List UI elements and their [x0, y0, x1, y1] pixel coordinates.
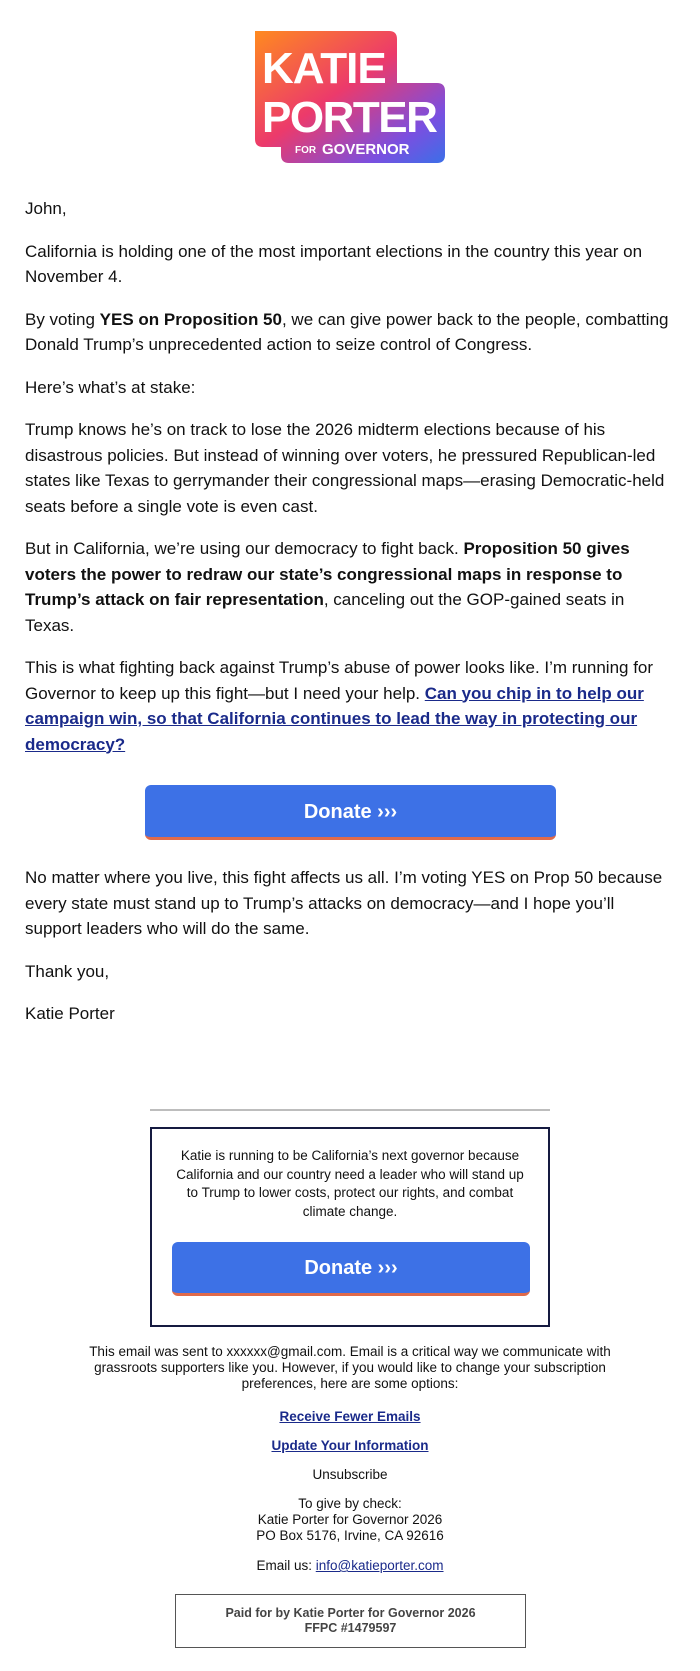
p5-pre: But in California, we’re using our democracy to fight back. [25, 539, 464, 558]
p5-bold: Proposition 50 gives voters the power to redraw our state’s congressional maps in response to Trump’s attack on fair representation [25, 539, 630, 609]
p6-pre: This is what fighting back against Trump’s abuse of power looks like. I’m running for Governor to keep up this fight—but I need your help. [25, 658, 654, 703]
greeting: John, [25, 199, 67, 218]
p2-bold: YES on Proposition 50 [99, 309, 282, 329]
katie-porter-logo[interactable] [249, 31, 449, 171]
divider [150, 1109, 550, 1111]
email-us [70, 1558, 630, 1574]
chip-in-link[interactable]: Can you chip in to help our campaign win, so that California continues to lead the way in protecting our democracy? [25, 683, 644, 754]
p2-post: , we can give power back to the people, combatting Donald Trump’s unprecedented action to seize control of Congress. [25, 309, 669, 354]
sent-notice: This email was sent to xxxxxx@gmail.com. Email is a critical way we communicate with grassroots supporters like you. However, if you would like to change your subscription preferences, here are some options: [89, 1344, 611, 1391]
paragraph-6 [25, 655, 675, 757]
signoff: Thank you, [25, 961, 110, 981]
p5-post: , canceling out the GOP-gained seats in Texas. [25, 590, 625, 635]
logo-governor: GOVERNOR [322, 141, 410, 158]
paragraph-1: California is holding one of the most important elections in the country this year on November 4. [25, 241, 643, 286]
update-information-link[interactable]: Update Your Information [271, 1438, 429, 1453]
paragraph-5 [25, 536, 675, 638]
logo-graphic [249, 31, 449, 171]
logo-line1: KATIE [262, 44, 386, 93]
signature: Katie Porter [25, 1004, 115, 1023]
email-label: Email us: [256, 1558, 316, 1573]
paid-line-1: Paid for by Katie Porter for Governor 2026 [225, 1606, 476, 1620]
check-line-2: Katie Porter for Governor 2026 [257, 1512, 443, 1527]
donate-callout-box [150, 1127, 550, 1327]
paid-line-2: FFPC #1479597 [304, 1621, 397, 1635]
email-link[interactable]: info@katieporter.com [315, 1558, 444, 1573]
callout-text: Katie is running to be California’s next governor because California and our country need a leader who will stand up to Trump to lower costs, protect our rights, and combat climate change. [176, 1148, 524, 1219]
paragraph-7: No matter where you live, this fight affects us all. I’m voting YES on Prop 50 because every state must stand up to Trump’s attacks on democracy—and I hope you’ll support leaders who will do the same. [25, 868, 663, 938]
paragraph-2 [25, 307, 675, 358]
unsubscribe-link[interactable]: Unsubscribe [312, 1467, 388, 1482]
paragraph-4: Trump knows he’s on track to lose the 2026 midterm elections because of his disastrous policies. But instead of winning over voters, he pressured Republican-led states like Texas to gerrymander their congressional maps—erasing Democratic-held seats before a single vote is even cast. [25, 420, 665, 516]
receive-fewer-emails-link[interactable]: Receive Fewer Emails [279, 1409, 421, 1424]
check-address [70, 1496, 630, 1544]
logo-line2: PORTER [262, 93, 437, 142]
letter-body [25, 196, 675, 774]
check-line-1: To give by check: [298, 1496, 402, 1511]
letter-closing [25, 865, 675, 1044]
check-line-3: PO Box 5176, Irvine, CA 92616 [256, 1528, 444, 1543]
logo-for: FOR [295, 145, 317, 156]
paid-for-disclaimer [175, 1594, 526, 1648]
paragraph-3: Here’s what’s at stake: [25, 377, 196, 397]
donate-button-main[interactable]: Donate ››› [145, 785, 556, 840]
donate-button-box[interactable]: Donate ››› [172, 1242, 530, 1296]
p2-pre: By voting [25, 309, 100, 329]
email-footer [70, 1344, 630, 1574]
